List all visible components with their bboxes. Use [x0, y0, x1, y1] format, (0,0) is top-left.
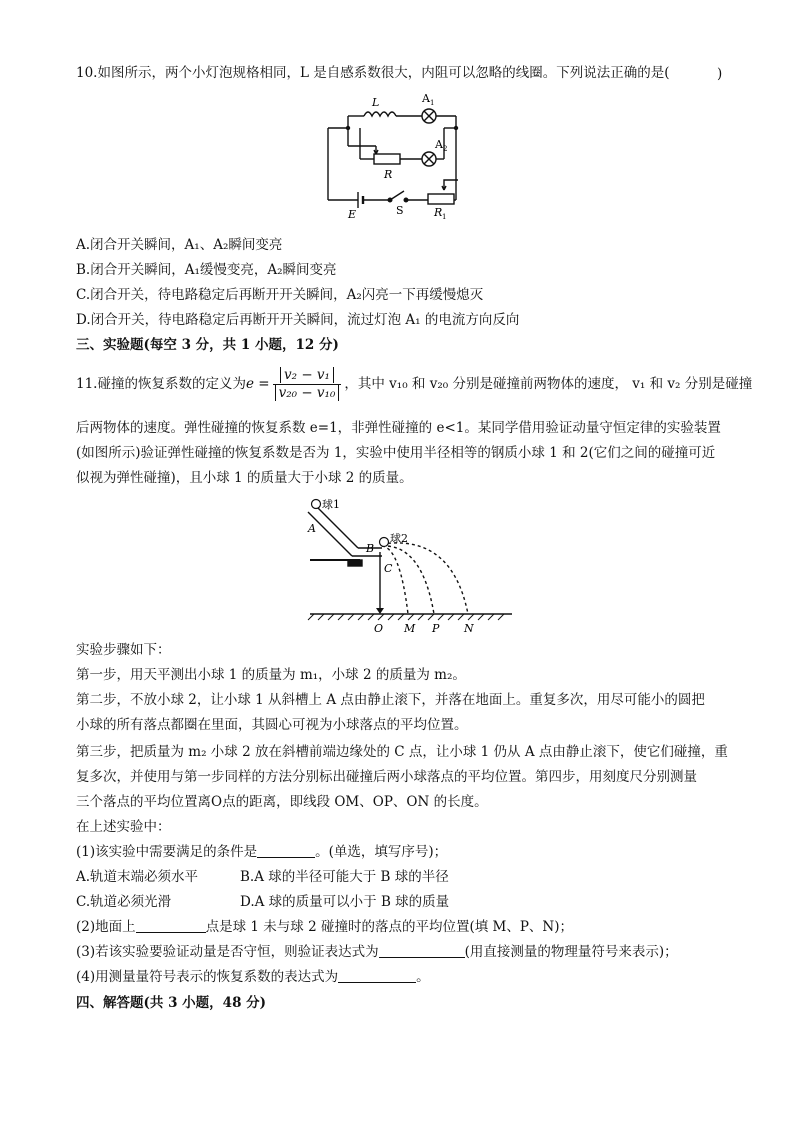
label-R1-sub: 1: [442, 213, 447, 220]
q11-sub4: [76, 967, 430, 987]
q10-stem: 10.如图所示，两个小灯泡规格相同，L 是自感系数很大，内阻可以忽略的线圈。下列说法正确的是(: [76, 65, 670, 81]
q11-opt-c: C.轨道必须光滑: [76, 894, 172, 910]
sub1-text-a: (1)该实验中需要满足的条件是: [76, 844, 258, 860]
sub2-text-a: (2)地面上: [76, 919, 136, 935]
label-R1: R: [434, 206, 443, 219]
sub4-text-b: 。: [416, 969, 430, 985]
label-ball2: 球2: [390, 532, 408, 545]
section3-title: 三、实验题(每空 3 分，共 1 小题，12 分): [76, 337, 339, 353]
label-N: N: [464, 622, 474, 635]
label-C: C: [384, 562, 393, 575]
q11-sub2: [76, 917, 573, 937]
q11-step3c: 三个落点的平均位置离O点的距离，即线段 OM、OP、ON 的长度。: [76, 794, 488, 810]
q10-option-a: A.闭合开关瞬间，A₁、A₂瞬间变亮: [76, 237, 283, 253]
sub1-text-b: 。(单选，填写序号)；: [315, 844, 448, 860]
sub4-text-a: (4)用测量量符号表示的恢复系数的表达式为: [76, 969, 339, 985]
label-A: A: [308, 522, 316, 535]
sub2-text-b: 点是球 1 未与球 2 碰撞时的落点的平均位置(填 M、P、N)；: [205, 919, 574, 935]
answer-blank-4[interactable]: [338, 968, 416, 983]
label-E: E: [348, 208, 357, 220]
q11-opt-a: A.轨道末端必须水平: [76, 869, 199, 885]
q11-steps-title: 实验步骤如下：: [76, 642, 171, 658]
q11-opt-b: B.A 球的半径可能大于 B 球的半径: [240, 869, 449, 885]
q11-step1: 第一步，用天平测出小球 1 的质量为 m₁，小球 2 的质量为 m₂。: [76, 667, 466, 683]
sub3-text-a: (3)若该实验要验证动量是否守恒，则验证表达式为: [76, 944, 379, 960]
formula-denominator: v₂₀ − v₁₀: [275, 385, 340, 401]
label-A1-sub: 1: [430, 99, 435, 107]
answer-blank-1[interactable]: [257, 843, 315, 858]
q10-option-d: D.闭合开关，待电路稳定后再断开开关瞬间，流过灯泡 A₁ 的电流方向反向: [76, 312, 520, 328]
q10-answer-paren: ): [717, 66, 723, 82]
q11-in-exp: 在上述实验中：: [76, 819, 171, 835]
section4-title: 四、解答题(共 3 小题，48 分): [76, 995, 267, 1011]
sub3-text-b: (用直接测量的物理量符号来表示)；: [464, 944, 678, 960]
label-A2-sub: 2: [443, 145, 448, 153]
label-P: P: [432, 622, 440, 635]
q11-def-end: v₁ 和 v₂ 分别是碰撞: [632, 376, 753, 392]
q11-sub1: [76, 842, 447, 862]
label-R: R: [384, 168, 393, 181]
answer-blank-2[interactable]: [136, 918, 206, 933]
label-A2: A: [435, 138, 443, 151]
q11-def-mid: ，其中 v₁₀ 和 v₂₀ 分别是碰撞前两物体的速度，: [344, 376, 628, 392]
q10-option-b: B.闭合开关瞬间，A₁缓慢变亮，A₂瞬间变亮: [76, 262, 337, 278]
q11-step3a: 第三步，把质量为 m₂ 小球 2 放在斜槽前端边缘处的 C 点，让小球 1 仍从 A 点由静止滚下，使它们碰撞，重: [76, 744, 728, 760]
q11-line4: 似视为弹性碰撞)，且小球 1 的质量大于小球 2 的质量。: [76, 470, 413, 486]
collision-apparatus-diagram: [300, 496, 520, 638]
q10-option-c: C.闭合开关，待电路稳定后再断开开关瞬间，A₂闪亮一下再缓慢熄灭: [76, 287, 484, 303]
label-M: M: [404, 622, 416, 635]
q11-e-eq: e =: [245, 376, 270, 392]
formula-numerator: v₂ − v₁: [280, 367, 334, 383]
q11-def-prefix: 11.碰撞的恢复系数的定义为: [76, 376, 246, 392]
q11-step3b: 复多次，并使用与第一步同样的方法分别标出碰撞后两小球落点的平均位置。第四步，用刻度尺分别测量: [76, 769, 697, 785]
q11-line2: 后两物体的速度。弹性碰撞的恢复系数 e=1，非弹性碰撞的 e<1。某同学借用验证动量守恒定律的实验装置: [76, 420, 721, 436]
circuit-diagram: [318, 88, 478, 220]
q11-step2a: 第二步，不放小球 2，让小球 1 从斜槽上 A 点由静止滚下，并落在地面上。重复多次，用尽可能小的圆把: [76, 692, 705, 708]
label-B: B: [366, 542, 375, 555]
q11-definition: [76, 366, 752, 402]
q11-opt-d: D.A 球的质量可以小于 B 球的质量: [240, 894, 450, 910]
label-A1: A: [422, 92, 430, 105]
label-S: S: [396, 204, 404, 217]
label-L: L: [372, 96, 380, 109]
q11-sub3: [76, 942, 678, 962]
q11-line3: (如图所示)验证弹性碰撞的恢复系数是否为 1，实验中使用半径相等的钢质小球 1 和 2(它们之间的碰撞可近: [76, 445, 716, 461]
answer-blank-3[interactable]: [379, 943, 465, 958]
label-ball1: 球1: [322, 498, 340, 511]
q11-step2b: 小球的所有落点都圈在里面，其圆心可视为小球落点的平均位置。: [76, 717, 468, 733]
label-O: O: [374, 622, 384, 635]
restitution-formula: [273, 367, 342, 402]
